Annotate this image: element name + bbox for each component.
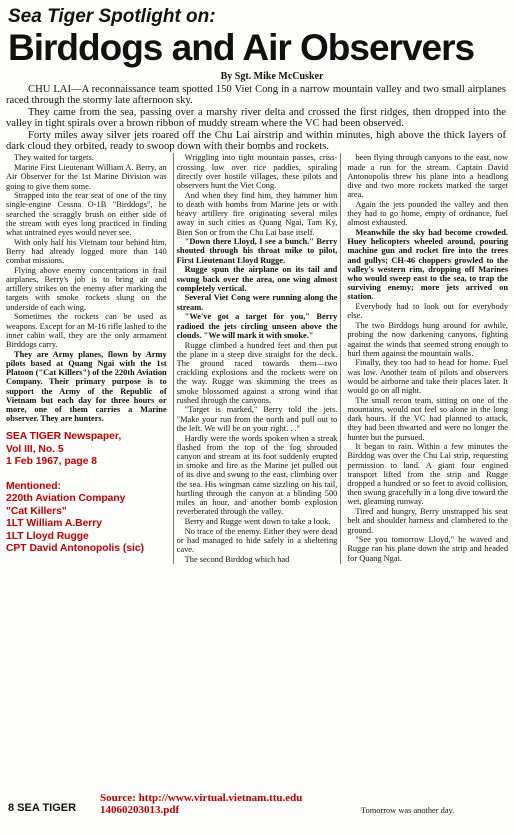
mentioned-item: CPT David Antonopolis (sic) bbox=[6, 543, 145, 555]
paragraph: "Target is marked," Berry told the jets. "Make your run from the north and pull out to the left. We will be on your right. . ." bbox=[176, 405, 338, 433]
paragraph: Tired and hungry, Berry unstrapped his seat belt and shoulder harness and clambered to the ground. bbox=[347, 507, 509, 535]
page-label: 8 SEA TIGER bbox=[8, 802, 77, 814]
lead-paragraph: CHU LAI—A reconnaissance team spotted 150 Viet Cong in a narrow mountain valley and two small airplanes raced through the stormy late afternoon sky. bbox=[6, 84, 506, 107]
paragraph: Meanwhile the sky had become crowded. Huey helicopters wheeled around, pouring machine gun and rocket fire into the trees and gullys; CH-46 choppers growled to the valley's western rim, dropping off Marines who would sweep east to the sea, to trap the surviving enemy; more jets arrived on station. bbox=[347, 228, 509, 302]
paragraph: The small recon team, sitting on one of the mountains, would not feel so alone in the long dark hours. If the VC had planned to attack, they had been thwarted and were no longer the hunter but the pursued. bbox=[347, 395, 509, 442]
mentioned-item: "Cat Killers" bbox=[6, 505, 67, 517]
footer bbox=[8, 792, 508, 832]
paragraph: It began to rain. Within a few minutes the Birddog was over the Chu Lai strip, requesting permission to land. A giant four engined transport lifted from the strip and Rugge dropped a hundred or so feet to avoid collision, then swung gracefully in a long dive toward the wet, gleaming runway. bbox=[347, 442, 509, 507]
paragraph: With only half his Vietnam tour behind him, Berry had already logged more than 140 combat missions. bbox=[6, 237, 167, 266]
paragraph: Finally, they too had to head for home. Fuel was low. Another team of pilots and observers would be airborne and take their places later. It would go on all night. bbox=[347, 358, 509, 396]
kicker: Sea Tiger Spotlight on: bbox=[8, 6, 216, 27]
annotation-block bbox=[6, 431, 167, 556]
paragraph: Everybody had to look out for everybody else. bbox=[347, 302, 509, 321]
source-line: SEA TIGER Newspaper, bbox=[6, 431, 122, 443]
mentioned-item: 1LT Lloyd Rugge bbox=[6, 530, 89, 542]
mentioned-title: Mentioned: bbox=[6, 480, 61, 492]
paragraph: And when they find him, they hammer him to death with bombs from Marine jets or with heavy artillery fire originating several miles away in such cities as Quang Ngai, Tam Ky, Bien Son or from the Chu Lai base itself. bbox=[176, 190, 338, 237]
paragraph: Several Viet Cong were running along the stream. bbox=[176, 293, 338, 312]
paragraph: No trace of the enemy. Either they were dead or had managed to hide safely in a sheltering cave. bbox=[176, 526, 338, 554]
mentioned-item: 220th Aviation Company bbox=[6, 493, 126, 505]
paragraph: Rugge spun the airplane on its tail and swung back over the area, one wing almost completely vertical. bbox=[176, 265, 338, 293]
paragraph: Rugge climbed a hundred feet and then put the plane in a steep dive straight for the deck. The ground raced towards them—two crackling explosions and the rockets were on the way. Rugge was skimming the trees as smoke blossomed against a strong wind that rushed through the canyons. bbox=[176, 340, 338, 405]
byline: By Sgt. Mike McCusker bbox=[220, 71, 324, 82]
column-1 bbox=[6, 153, 167, 564]
headline: Birddogs and Air Observers bbox=[8, 27, 475, 68]
lead-paragraph: Forty miles away silver jets roared off the Chu Lai airstrip and within minutes, high above the thick layers of dark cloud they orbited, ready to swoop down with their bombs and rockets. bbox=[6, 129, 506, 153]
paragraph: Strapped into the rear seat of one of the tiny single-engine Cessna O-1B "Birddogs", he searched the scraggly brush on either side of the stream with eyes long practiced in finding what untrained eyes would never see. bbox=[6, 191, 167, 238]
paragraph: Wriggling into tight mountain passes, criss-crossing low over rice paddies, spiraling directly over hostile villages, these pilots and observers hunt the Viet Cong. bbox=[176, 153, 338, 191]
article-columns bbox=[6, 153, 508, 564]
column-2 bbox=[173, 153, 342, 564]
closing-line: Tomorrow was another day. bbox=[361, 806, 455, 815]
paragraph: The two Birddogs hung around for awhile, probing the now darkening canyons, fighting against the winds that seemed strong enough to hurl them against the mountain walls. bbox=[347, 321, 509, 358]
paragraph: The second Birddog which had bbox=[184, 554, 290, 564]
paragraph: Hardly were the words spoken when a streak flashed from the top of the fog shrouded canyon and stream at its foot suddenly erupted in smoke and fire as the Marine jet pulled out of its dive and swung to the east, climbing over the sea. His wingman came sizzling on his tail, hurtling through the canyon at a blinding 500 miles an hour, and another bomb explosion reverberated through the valley. bbox=[176, 433, 338, 517]
paragraph: Marine First Lieutenant William A. Berry, an Air Observer for the 1st Marine Division was going to give them some. bbox=[6, 163, 167, 191]
paragraph: "We've got a target for you," Berry radioed the jets circling unseen above the clouds. "We will mark it with smoke." bbox=[176, 312, 338, 340]
paragraph: Again the jets pounded the valley and then they had to go home, empty of ordnance, fuel almost exhausted. bbox=[347, 199, 509, 228]
lead-paragraph: They came from the sea, passing over a marshy river delta and crossed the first ridges, then dropped into the valley in tight spirals over a brown ribbon of muddy stream where the VC had been observed. bbox=[6, 106, 506, 130]
source-line: Vol III, No. 5 bbox=[6, 443, 64, 455]
paragraph: "Down there Lloyd, I see a bunch." Berry shouted through his throat mike to pilot, First Lieutenant Lloyd Rugge. bbox=[176, 237, 338, 265]
lead-paragraphs bbox=[6, 84, 508, 152]
paragraph: Flying above enemy concentrations in frail airplanes, Berry's job is to bring air and artillery strikes on the enemy after marking the targets with smoke rockets slung on the underside of each wing. bbox=[6, 265, 167, 312]
paragraph: They waited for targets. bbox=[14, 153, 94, 163]
paragraph: been flying through canyons to the east, now made a run for the stream. Captain David Antonopolis threw his plane into a headlong dive and two more rockets marked the target area. bbox=[347, 153, 509, 200]
paragraph: "See you tomorrow Lloyd," he waved and Rugge ran his plane down the strip and headed for Quang Ngai. bbox=[347, 535, 509, 563]
source-line: 1 Feb 1967, page 8 bbox=[6, 456, 98, 468]
paragraph: Berry and Rugge went down to take a look. bbox=[184, 516, 331, 526]
source-url[interactable]: Source: http://www.virtual.vietnam.ttu.edu 14060203013.pdf bbox=[100, 792, 303, 816]
paragraph: Sometimes the rockets can be used as weapons. Except for an M-16 rifle lashed to the inner cabin wall, they are the only armament Birddogs carry. bbox=[6, 312, 167, 349]
paragraph: They are Army planes, flown by Army pilots based at Quang Ngai with the 1st Platoon ("Cat Killers") of the 220th Aviation Company. Their primary purpose is to support the Army of the Republic of Vietnam but each day for three hours or more, one of them carries a Marine observer. They are hunters. bbox=[6, 349, 167, 424]
column-3 bbox=[347, 153, 508, 564]
mentioned-item: 1LT William A.Berry bbox=[6, 518, 103, 530]
